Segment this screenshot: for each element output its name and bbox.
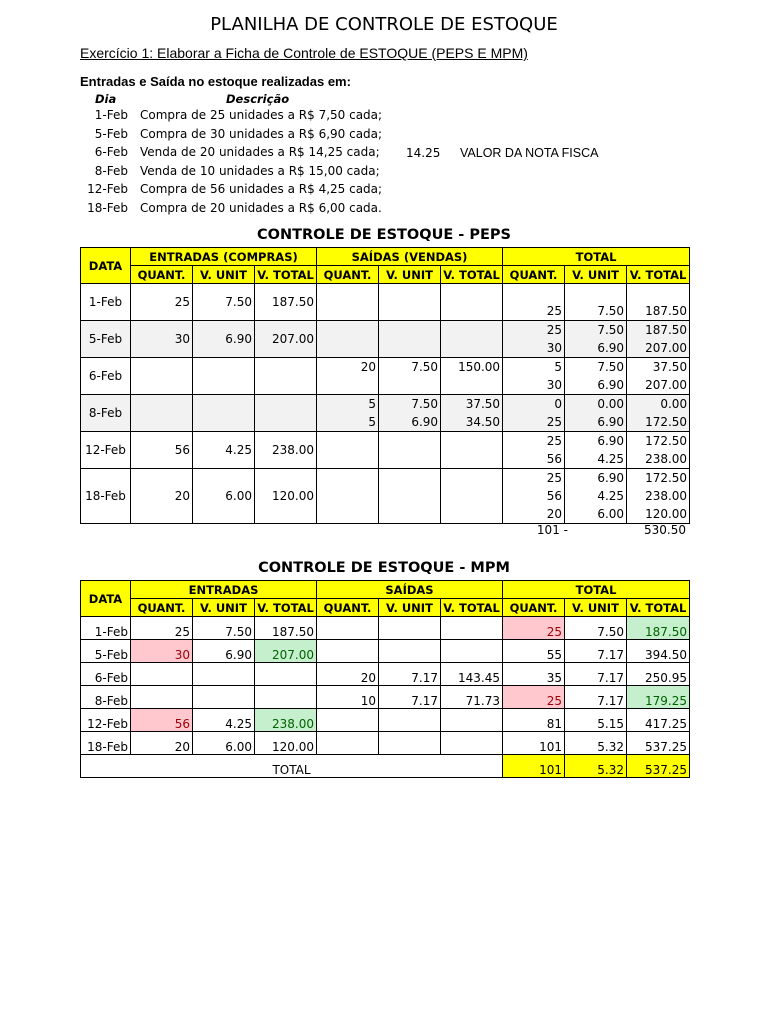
mpm-cell-tt: 250.95 (627, 663, 690, 686)
peps-cell-entrada-et: 187.50 (255, 284, 317, 321)
operation-description: Compra de 20 unidades a R$ 6,00 cada. (140, 201, 382, 215)
mpm-cell-st (441, 732, 503, 755)
peps-header-entradas: ENTRADAS (COMPRAS) (131, 248, 317, 266)
mpm-total-q: 101 (503, 755, 565, 778)
peps-cell-line: 20 (546, 507, 563, 521)
peps-cell-line: 238.00 (645, 489, 688, 503)
mpm-cell-date: 12-Feb (81, 709, 131, 732)
mpm-cell-tt: 179.25 (627, 686, 690, 709)
mpm-cell-et: 120.00 (255, 732, 317, 755)
peps-cell-total-tq (503, 321, 565, 358)
peps-cell-line: 25 (546, 304, 563, 318)
peps-cell-line: 34.50 (465, 415, 501, 429)
mpm-cell-date: 8-Feb (81, 686, 131, 709)
peps-cell-total-tu (565, 321, 627, 358)
peps-cell-line: 5 (554, 360, 563, 374)
peps-cell-total-tt (627, 395, 690, 432)
peps-cell-saida-sq (317, 321, 379, 358)
operation-day: 1-Feb (94, 108, 128, 122)
mpm-cell-su (379, 709, 441, 732)
mpm-sub-quant: QUANT. (503, 599, 565, 617)
operation-description: Compra de 56 unidades a R$ 4,25 cada; (140, 182, 383, 196)
peps-cell-total-tu (565, 469, 627, 524)
peps-header-saidas: SAÍDAS (VENDAS) (317, 248, 503, 266)
mpm-cell-su (379, 617, 441, 640)
operations-heading: Entradas e Saída no estoque realizadas em: (80, 74, 351, 89)
mpm-cell-eu: 6.00 (193, 732, 255, 755)
peps-cell-entrada-eq: 30 (131, 321, 193, 358)
mpm-sub-quant: QUANT. (131, 599, 193, 617)
peps-row (81, 469, 690, 524)
mpm-cell-tq: 55 (503, 640, 565, 663)
peps-cell-line: 6.00 (597, 507, 625, 521)
peps-cell-total-tt (627, 321, 690, 358)
peps-cell-line: 7.50 (597, 323, 625, 337)
peps-cell-line (629, 284, 687, 302)
peps-cell-total-tq (503, 395, 565, 432)
mpm-total-t: 537.25 (627, 755, 690, 778)
peps-cell-entrada-eq: 20 (131, 469, 193, 524)
peps-cell-saida-su (379, 284, 441, 321)
mpm-cell-date: 5-Feb (81, 640, 131, 663)
operation-day: 8-Feb (94, 164, 128, 178)
peps-cell-entrada-eq: 25 (131, 284, 193, 321)
mpm-cell-su (379, 732, 441, 755)
mpm-cell-su: 7.17 (379, 686, 441, 709)
mpm-cell-date: 1-Feb (81, 617, 131, 640)
peps-header-data: DATA (81, 248, 131, 284)
peps-cell-entrada-eu: 6.90 (193, 321, 255, 358)
mpm-sub-quant: QUANT. (317, 599, 379, 617)
mpm-cell-st: 143.45 (441, 663, 503, 686)
peps-cell-line: 6.90 (597, 471, 625, 485)
peps-cell-date: 8-Feb (81, 395, 131, 432)
mpm-cell-st (441, 617, 503, 640)
peps-table (80, 247, 690, 524)
peps-cell-saida-sq (317, 395, 379, 432)
peps-cell-line: 4.25 (597, 452, 625, 466)
peps-cell-total-tu (565, 358, 627, 395)
mpm-cell-sq (317, 709, 379, 732)
mpm-cell-eu (193, 663, 255, 686)
mpm-header-saidas: SAÍDAS (317, 581, 503, 599)
nota-fiscal-value: 14.25 (406, 146, 441, 160)
peps-cell-entrada-eu: 4.25 (193, 432, 255, 469)
peps-cell-total-tq (503, 432, 565, 469)
peps-cell-line: 7.50 (411, 360, 439, 374)
peps-title: CONTROLE DE ESTOQUE - PEPS (257, 227, 511, 243)
mpm-sub-vunit: V. UNIT (193, 599, 255, 617)
peps-summary-total: 530.50 (644, 523, 686, 537)
peps-cell-entrada-eu (193, 358, 255, 395)
peps-cell-entrada-et: 120.00 (255, 469, 317, 524)
mpm-cell-date: 6-Feb (81, 663, 131, 686)
mpm-cell-tu: 7.17 (565, 663, 627, 686)
peps-row (81, 395, 690, 432)
peps-cell-line (567, 284, 624, 302)
mpm-cell-eu: 6.90 (193, 640, 255, 663)
peps-cell-line: 5 (368, 397, 377, 411)
peps-cell-line (505, 284, 562, 302)
mpm-cell-sq: 20 (317, 663, 379, 686)
peps-cell-entrada-et (255, 395, 317, 432)
peps-cell-entrada-eq: 56 (131, 432, 193, 469)
operation-day: 18-Feb (87, 201, 128, 215)
peps-sub-vtotal: V. TOTAL (441, 266, 503, 284)
mpm-sub-vunit: V. UNIT (565, 599, 627, 617)
peps-cell-entrada-et: 238.00 (255, 432, 317, 469)
peps-cell-total-tq (503, 469, 565, 524)
peps-cell-date: 12-Feb (81, 432, 131, 469)
mpm-cell-st (441, 640, 503, 663)
peps-cell-total-tu (565, 432, 627, 469)
peps-cell-total-tu (565, 395, 627, 432)
peps-cell-line: 207.00 (645, 378, 688, 392)
peps-sub-quant: QUANT. (131, 266, 193, 284)
mpm-row (81, 640, 690, 663)
peps-cell-line: 6.90 (597, 341, 625, 355)
peps-cell-line: 25 (546, 323, 563, 337)
peps-row (81, 321, 690, 358)
mpm-cell-eu (193, 686, 255, 709)
peps-cell-line: 150.00 (458, 360, 501, 374)
mpm-cell-eq: 25 (131, 617, 193, 640)
mpm-table (80, 580, 690, 778)
peps-cell-saida-sq (317, 469, 379, 524)
peps-cell-saida-su (379, 321, 441, 358)
peps-cell-total-tq (503, 358, 565, 395)
peps-cell-line: 30 (546, 378, 563, 392)
operation-description: Venda de 20 unidades a R$ 14,25 cada; (140, 145, 380, 159)
mpm-cell-tu: 7.17 (565, 686, 627, 709)
operation-description: Venda de 10 unidades a R$ 15,00 cada; (140, 164, 380, 178)
exercise-subtitle: Exercício 1: Elaborar a Ficha de Controle de ESTOQUE (PEPS E MPM) (80, 45, 528, 61)
peps-row (81, 358, 690, 395)
peps-cell-date: 1-Feb (81, 284, 131, 321)
mpm-row (81, 617, 690, 640)
mpm-row (81, 732, 690, 755)
peps-cell-line: 5 (368, 415, 377, 429)
peps-cell-line: 56 (546, 489, 563, 503)
mpm-cell-su (379, 640, 441, 663)
mpm-cell-et: 238.00 (255, 709, 317, 732)
mpm-header-total: TOTAL (503, 581, 690, 599)
mpm-cell-et: 207.00 (255, 640, 317, 663)
mpm-cell-st (441, 709, 503, 732)
peps-cell-date: 5-Feb (81, 321, 131, 358)
mpm-cell-tu: 5.15 (565, 709, 627, 732)
mpm-cell-tt: 187.50 (627, 617, 690, 640)
mpm-cell-eq: 56 (131, 709, 193, 732)
mpm-cell-sq (317, 732, 379, 755)
peps-cell-line: 7.50 (411, 397, 439, 411)
peps-sub-vunit: V. UNIT (565, 266, 627, 284)
mpm-cell-tt: 417.25 (627, 709, 690, 732)
mpm-cell-eq: 20 (131, 732, 193, 755)
peps-cell-total-tu (565, 284, 627, 321)
peps-sub-vtotal: V. TOTAL (255, 266, 317, 284)
peps-cell-line: 30 (546, 341, 563, 355)
mpm-total-label: TOTAL (81, 755, 503, 778)
peps-cell-line: 172.50 (645, 471, 688, 485)
mpm-cell-tt: 394.50 (627, 640, 690, 663)
mpm-cell-sq: 10 (317, 686, 379, 709)
peps-cell-total-tt (627, 469, 690, 524)
mpm-title: CONTROLE DE ESTOQUE - MPM (258, 560, 510, 576)
mpm-cell-sq (317, 640, 379, 663)
mpm-cell-eq: 30 (131, 640, 193, 663)
operation-day: 5-Feb (94, 127, 128, 141)
peps-cell-saida-st (441, 469, 503, 524)
peps-cell-line: 6.90 (597, 378, 625, 392)
mpm-cell-tq: 35 (503, 663, 565, 686)
peps-cell-saida-su (379, 469, 441, 524)
peps-cell-saida-st (441, 284, 503, 321)
peps-sub-quant: QUANT. (317, 266, 379, 284)
page-title: PLANILHA DE CONTROLE DE ESTOQUE (210, 14, 558, 35)
peps-cell-line: 0.00 (660, 397, 688, 411)
peps-cell-saida-su (379, 432, 441, 469)
peps-cell-date: 18-Feb (81, 469, 131, 524)
mpm-cell-eq (131, 686, 193, 709)
peps-cell-saida-st (441, 321, 503, 358)
mpm-cell-tu: 5.32 (565, 732, 627, 755)
peps-cell-line: 25 (546, 471, 563, 485)
operation-day: 12-Feb (87, 182, 128, 196)
mpm-sub-vtotal: V. TOTAL (255, 599, 317, 617)
peps-cell-saida-su (379, 358, 441, 395)
mpm-header-entradas: ENTRADAS (131, 581, 317, 599)
peps-cell-saida-sq (317, 358, 379, 395)
peps-cell-line: 37.50 (652, 360, 688, 374)
peps-cell-line: 0 (554, 397, 563, 411)
peps-cell-total-tt (627, 358, 690, 395)
nota-fiscal-label: VALOR DA NOTA FISCA (460, 146, 599, 160)
mpm-cell-et (255, 663, 317, 686)
peps-cell-line: 6.90 (597, 434, 625, 448)
peps-cell-saida-st (441, 358, 503, 395)
mpm-row (81, 686, 690, 709)
peps-row (81, 432, 690, 469)
mpm-sub-vtotal: V. TOTAL (441, 599, 503, 617)
peps-cell-entrada-eq (131, 395, 193, 432)
mpm-total-u: 5.32 (565, 755, 627, 778)
peps-row (81, 284, 690, 321)
peps-sub-vunit: V. UNIT (193, 266, 255, 284)
mpm-sub-vunit: V. UNIT (379, 599, 441, 617)
peps-cell-line: 120.00 (645, 507, 688, 521)
mpm-cell-et: 187.50 (255, 617, 317, 640)
peps-sub-quant: QUANT. (503, 266, 565, 284)
col-header-description: Descrição (226, 92, 290, 106)
peps-cell-total-tt (627, 432, 690, 469)
peps-cell-line: 238.00 (645, 452, 688, 466)
peps-cell-line: 6.90 (411, 415, 439, 429)
mpm-total-row (81, 755, 690, 778)
peps-cell-line: 4.25 (597, 489, 625, 503)
peps-cell-entrada-et (255, 358, 317, 395)
mpm-cell-tu: 7.17 (565, 640, 627, 663)
peps-summary-qty: 101 - (536, 523, 568, 537)
mpm-sub-vtotal: V. TOTAL (627, 599, 690, 617)
mpm-cell-su: 7.17 (379, 663, 441, 686)
peps-cell-date: 6-Feb (81, 358, 131, 395)
peps-cell-line: 172.50 (645, 434, 688, 448)
mpm-cell-tq: 25 (503, 617, 565, 640)
peps-cell-total-tq (503, 284, 565, 321)
mpm-row (81, 663, 690, 686)
peps-cell-entrada-et: 207.00 (255, 321, 317, 358)
mpm-cell-tq: 81 (503, 709, 565, 732)
peps-cell-saida-st (441, 395, 503, 432)
mpm-cell-tq: 25 (503, 686, 565, 709)
peps-cell-line: 0.00 (597, 397, 625, 411)
mpm-row (81, 709, 690, 732)
peps-cell-line: 7.50 (597, 360, 625, 374)
peps-cell-entrada-eq (131, 358, 193, 395)
col-header-day: Dia (95, 92, 117, 106)
mpm-cell-sq (317, 617, 379, 640)
peps-cell-total-tt (627, 284, 690, 321)
mpm-cell-eq (131, 663, 193, 686)
peps-cell-saida-su (379, 395, 441, 432)
operation-description: Compra de 25 unidades a R$ 7,50 cada; (140, 108, 383, 122)
mpm-cell-tq: 101 (503, 732, 565, 755)
peps-cell-saida-sq (317, 432, 379, 469)
peps-cell-line: 25 (546, 415, 563, 429)
mpm-cell-tu: 7.50 (565, 617, 627, 640)
mpm-cell-eu: 4.25 (193, 709, 255, 732)
peps-cell-line: 187.50 (645, 323, 688, 337)
peps-cell-line: 7.50 (597, 304, 625, 318)
peps-cell-line: 56 (546, 452, 563, 466)
peps-cell-saida-sq (317, 284, 379, 321)
peps-cell-line: 25 (546, 434, 563, 448)
peps-header-total: TOTAL (503, 248, 690, 266)
mpm-header-data: DATA (81, 581, 131, 617)
mpm-cell-date: 18-Feb (81, 732, 131, 755)
mpm-cell-et (255, 686, 317, 709)
peps-sub-vtotal: V. TOTAL (627, 266, 690, 284)
peps-cell-line: 20 (360, 360, 377, 374)
mpm-cell-st: 71.73 (441, 686, 503, 709)
peps-cell-entrada-eu: 6.00 (193, 469, 255, 524)
mpm-cell-eu: 7.50 (193, 617, 255, 640)
peps-cell-entrada-eu: 7.50 (193, 284, 255, 321)
mpm-cell-tt: 537.25 (627, 732, 690, 755)
peps-cell-line: 6.90 (597, 415, 625, 429)
peps-cell-line: 172.50 (645, 415, 688, 429)
peps-cell-entrada-eu (193, 395, 255, 432)
peps-cell-saida-st (441, 432, 503, 469)
peps-cell-line: 207.00 (645, 341, 688, 355)
peps-cell-line: 37.50 (465, 397, 501, 411)
operation-day: 6-Feb (94, 145, 128, 159)
peps-cell-line: 187.50 (645, 304, 688, 318)
operation-description: Compra de 30 unidades a R$ 6,90 cada; (140, 127, 383, 141)
peps-sub-vunit: V. UNIT (379, 266, 441, 284)
